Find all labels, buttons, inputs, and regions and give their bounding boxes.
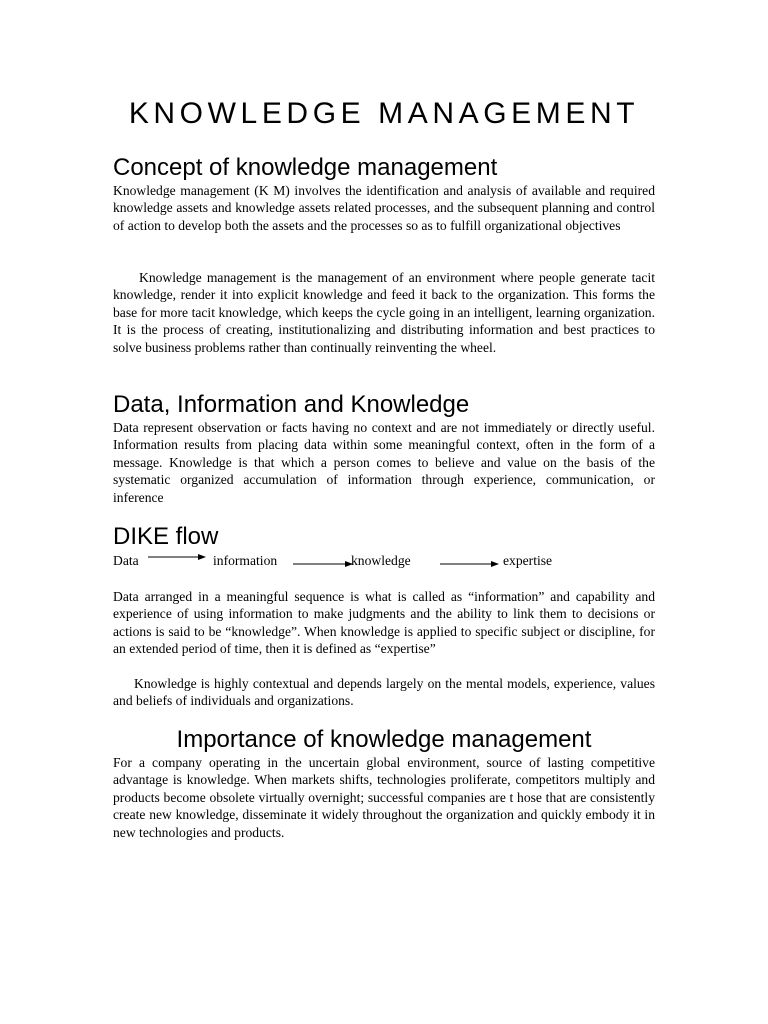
flow-step-expertise: expertise xyxy=(503,553,553,568)
heading-importance: Importance of knowledge management xyxy=(176,726,592,753)
dike-flow-diagram xyxy=(113,552,655,572)
heading-dike-flow: DIKE flow xyxy=(113,523,219,550)
paragraph-concept-1: Knowledge management (K M) involves the identification and analysis of available and required knowledge assets and knowledge assets related processes, and the subsequent planning and control of action to develop both the assets and the processes so as to fulfill organizational objectives xyxy=(113,183,655,233)
paragraph-dike-flow-1: Data arranged in a meaningful sequence is what is called as “information” and capability and experience of using information to make judgments and the ability to link them to decisions or actions is said to be “knowledge”. When knowledge is applied to specific subject or discipline, for an extended period of time, then it is defined as “expertise” xyxy=(113,589,655,657)
heading-data-information-knowledge: Data, Information and Knowledge xyxy=(113,391,470,418)
flow-arrow-icon xyxy=(293,552,353,570)
paragraph-concept-2: Knowledge management is the management of an environment where people generate tacit knowledge, render it into explicit knowledge and feed it back to the organization. This forms the base for more tacit knowledge, which keeps the cycle going in an intelligent, learning organization. It is the process of creating, institutionalizing and distributing information and best practices to solve business problems rather than continually reinventing the wheel. xyxy=(113,270,655,355)
paragraph-importance: For a company operating in the uncertain global environment, source of lasting competitive advantage is knowledge. When markets shifts, technologies proliferate, competitors multiply and products become obsolete virtually overnight; successful companies are t hose that are consistently create new knowledge, disseminate it widely throughout the organization and quickly embody it in new technologies and products. xyxy=(113,755,655,840)
heading-concept: Concept of knowledge management xyxy=(113,154,498,181)
paragraph-data-information-knowledge: Data represent observation or facts having no context and are not immediately or directly useful. Information results from placing data within some meaningful context, often in the form of a message. Knowledge is that which a person comes to believe and value on the basis of the systematic organized accumulation of information through experience, communication, or inference xyxy=(113,420,655,505)
flow-step-information: information xyxy=(213,553,278,568)
flow-step-knowledge: knowledge xyxy=(351,553,411,568)
paragraph-dike-flow-2: Knowledge is highly contextual and depends largely on the mental models, experience, values and beliefs of individuals and organizations. xyxy=(113,676,655,709)
document-title: KNOWLEDGE MANAGEMENT xyxy=(128,97,640,130)
flow-arrow-icon xyxy=(440,552,499,570)
flow-arrow-icon xyxy=(148,552,206,566)
flow-step-data: Data xyxy=(113,553,139,568)
